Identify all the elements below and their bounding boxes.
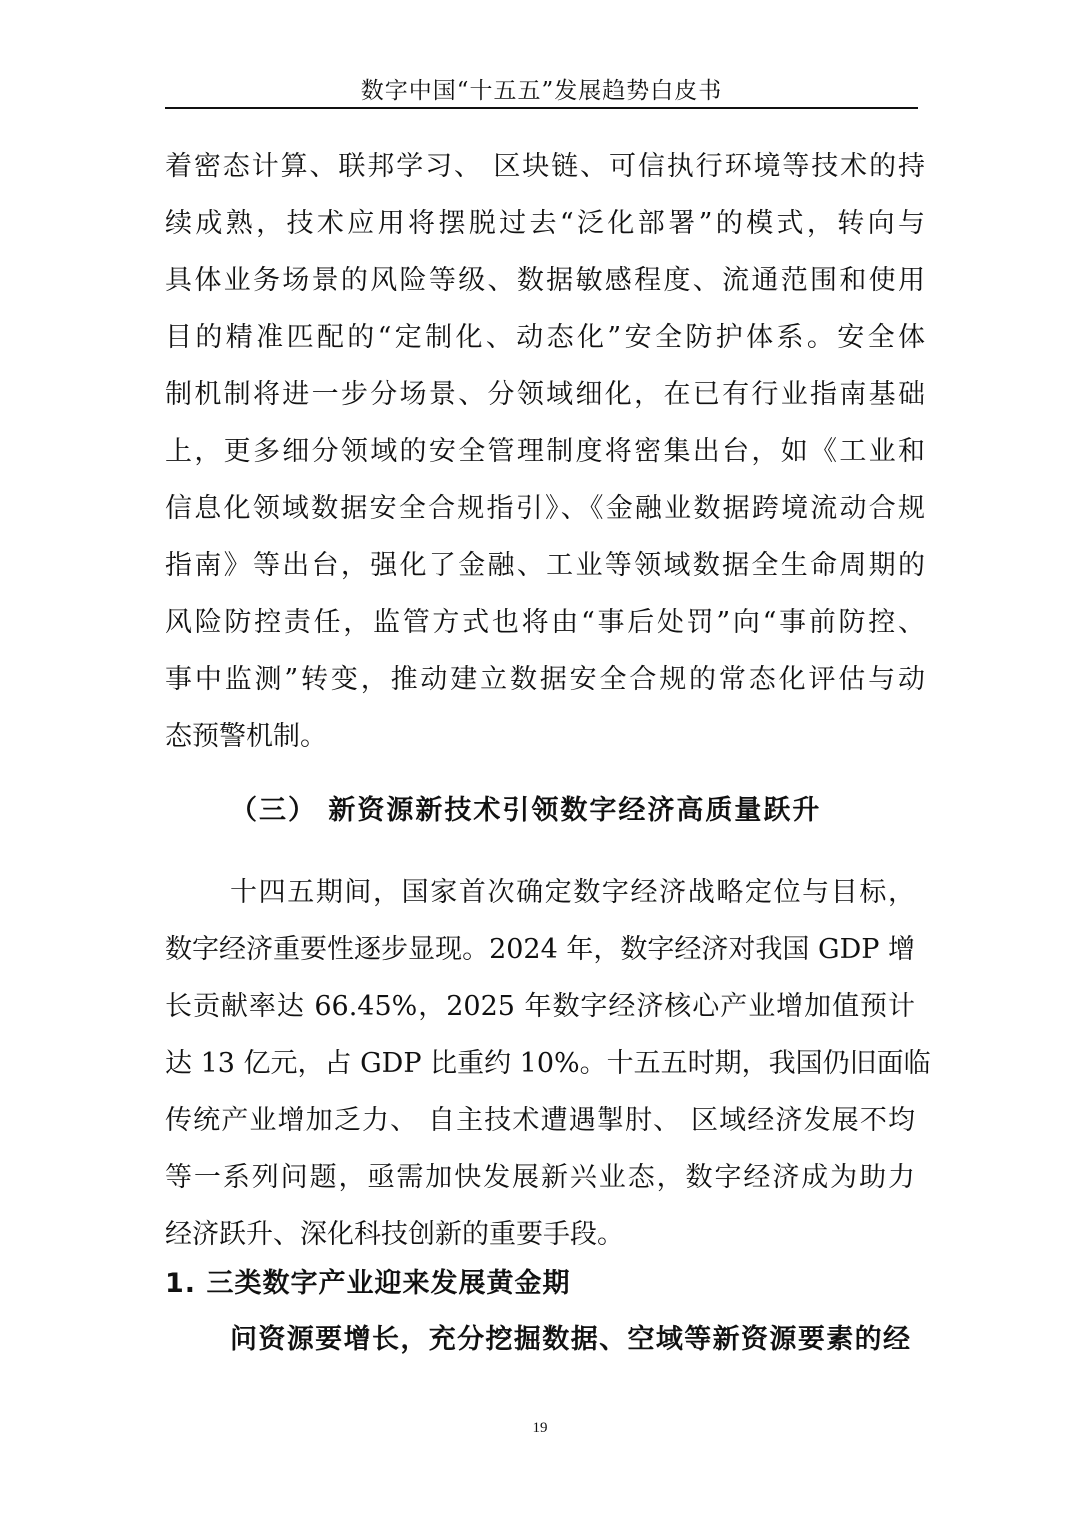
text-line: 着密态计算、联邦学习、 区块链、可信执行环境等技术的持 [165,151,925,182]
text-line: 等一系列问题，亟需加快发展新兴业态，数字经济成为助力 [165,1162,915,1193]
text-line: 风险防控责任，监管方式也将由“事后处罚”向“事前防控、 [165,607,925,638]
text-line: 制机制将进一步分场景、分领域细化，在已有行业指南基础 [165,379,925,410]
section-heading: （三） 新资源新技术引领数字经济高质量跃升 [230,795,822,826]
text-line: 上，更多细分领域的安全管理制度将密集出台，如《工业和 [165,436,925,467]
text-line: 十四五期间，国家首次确定数字经济战略定位与目标， [230,877,915,908]
text-line: 经济跃升、深化科技创新的重要手段。 [165,1219,624,1250]
text-line: 数字经济重要性逐步显现。2024 年，数字经济对我国 GDP 增 [165,934,915,965]
page-number: 19 [532,1420,548,1436]
header-divider [165,107,918,109]
text-line: 信息化领域数据安全合规指引》、《金融业数据跨境流动合规 [165,493,925,524]
text-line: 续成熟，技术应用将摆脱过去“泛化部署”的模式，转向与 [165,208,925,239]
text-line: 态预警机制。 [165,721,327,752]
text-line: 达 13 亿元，占 GDP 比重约 10%。十五五时期，我国仍旧面临 [165,1048,931,1079]
text-line: 具体业务场景的风险等级、数据敏感程度、流通范围和使用 [165,265,925,296]
text-line: 目的精准匹配的“定制化、动态化”安全防护体系。安全体 [165,322,925,353]
text-line: 长贡献率达 66.45%，2025 年数字经济核心产业增加值预计 [165,991,915,1022]
bold-lead-sentence: 问资源要增长，充分挖掘数据、空域等新资源要素的经 [230,1324,910,1355]
text-line: 指南》等出台，强化了金融、工业等领域数据全生命周期的 [165,550,925,581]
subsection-heading: 1. 三类数字产业迎来发展黄金期 [165,1268,571,1299]
text-line: 事中监测”转变，推动建立数据安全合规的常态化评估与动 [165,664,925,695]
text-line: 传统产业增加乏力、 自主技术遭遇掣肘、 区域经济发展不均 [165,1105,915,1136]
running-header-title: 数字中国“十五五”发展趋势白皮书 [360,78,723,104]
